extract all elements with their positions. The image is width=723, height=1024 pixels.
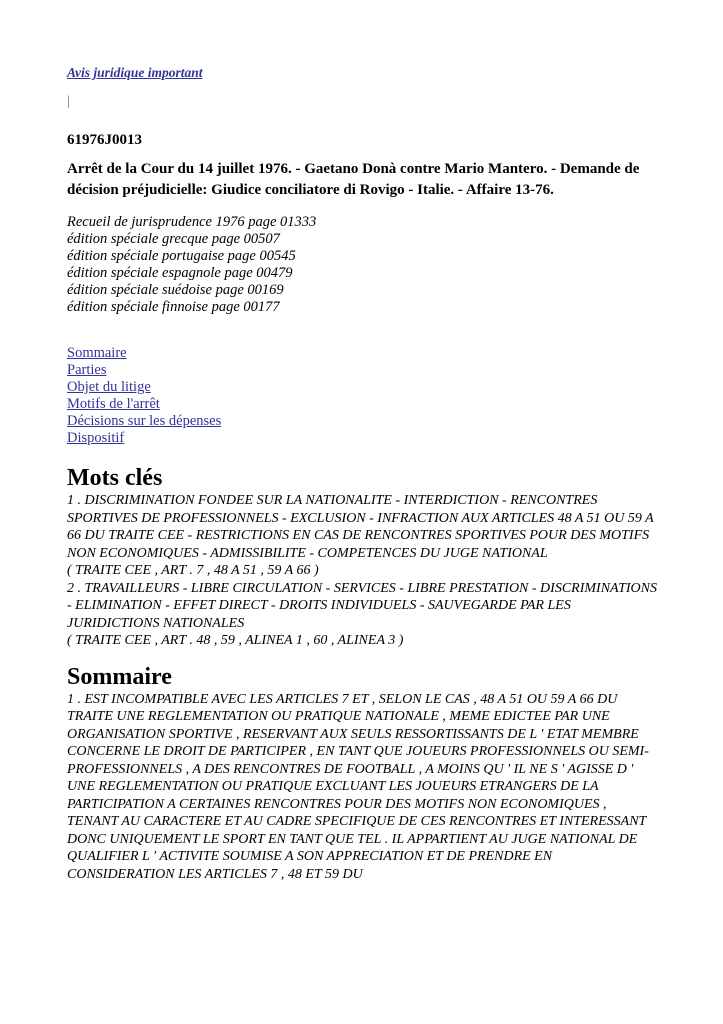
keywords-treaty-ref-1: ( TRAITE CEE , ART . 7 , 48 A 51 , 59 A 66 ) [67, 563, 319, 578]
publication-reference: édition spéciale finnoise page 00177 [67, 299, 280, 315]
summary-paragraph: 1 . EST INCOMPATIBLE AVEC LES ARTICLES 7 ET , SELON LE CAS , 48 A 51 OU 59 A 66 DU TRAITE UNE REGLEMENTATION OU PRATIQUE NATIONALE , MEME EDICTEE PAR UNE ORGANISATION SPORTIVE , RESERVANT AUX SEULS RESSORTISSANTS DE L ' ETAT MEMBRE CONCERNE LE DROIT DE PARTICIPER , EN TANT QUE JOUEURS PROFESSIONNELS OU SEMI-PROFESSIONNELS , A DES RENCONTRES DE FOOTBALL , A MOINS QU ' IL NE S ' AGISSE D ' UNE REGLEMENTATION OU PRATIQUE EXCLUANT LES JOUEURS ETRANGERS DE LA PARTICIPATION A CERTAINES RENCONTRES POUR DES MOTIFS NON ECONOMIQUES , TENANT AU CARACTERE ET AU CADRE SPECIFIQUE DE CES RENCONTRES ET INTERESSANT DONC UNIQUEMENT LE SPORT EN TANT QUE TEL . IL APPARTIENT AU JUGE NATIONAL DE QUALIFIER L ' ACTIVITE SOUMISE A SON APPRECIATION ET DE PRENDRE EN CONSIDERATION LES ARTICLES 7 , 48 ET 59 DU [67, 691, 649, 882]
toc-row [67, 413, 659, 430]
table-of-contents [67, 345, 659, 447]
toc-row [67, 345, 659, 362]
toc-link-dispositif[interactable]: Dispositif [67, 430, 125, 446]
separator-bar: | [67, 94, 70, 109]
publication-reference: Recueil de jurisprudence 1976 page 01333 [67, 214, 317, 230]
keywords-treaty-ref-2: ( TRAITE CEE , ART . 48 , 59 , ALINEA 1 , 60 , ALINEA 3 ) [67, 633, 404, 648]
celex-number: 61976J0013 [67, 132, 142, 148]
toc-link-objet-du-litige[interactable]: Objet du litige [67, 379, 151, 395]
legal-notice-link[interactable]: Avis juridique important [67, 65, 203, 80]
toc-link-motifs-de-l-arret[interactable]: Motifs de l'arrêt [67, 396, 160, 412]
publication-references [67, 214, 659, 316]
publication-reference: édition spéciale suédoise page 00169 [67, 282, 284, 298]
keywords-paragraph-1: 1 . DISCRIMINATION FONDEE SUR LA NATIONALITE - INTERDICTION - RENCONTRES SPORTIVES DE PROFESSIONNELS - EXCLUSION - INFRACTION AUX ARTICLES 48 A 51 OU 59 A 66 DU TRAITE CEE - RESTRICTIONS EN CAS DE RENCONTRES SPORTIVES POUR DES MOTIFS NON ECONOMIQUES - ADMISSIBILITE - COMPETENCES DU JUGE NATIONAL [67, 493, 654, 561]
toc-row [67, 396, 659, 413]
case-title: Arrêt de la Cour du 14 juillet 1976. - Gaetano Donà contre Mario Mantero. - Demande de décision préjudicielle: Giudice conciliatore di Rovigo - Italie. - Affaire 13-76. [67, 161, 640, 198]
toc-row [67, 379, 659, 396]
publication-reference: édition spéciale grecque page 00507 [67, 231, 280, 247]
toc-link-parties[interactable]: Parties [67, 362, 107, 378]
toc-link-decisions-sur-les-depenses[interactable]: Décisions sur les dépenses [67, 413, 222, 429]
toc-row [67, 430, 659, 447]
publication-reference: édition spéciale espagnole page 00479 [67, 265, 293, 281]
publication-reference: édition spéciale portugaise page 00545 [67, 248, 296, 264]
document-content [67, 64, 659, 883]
section-heading-mots-cles: Mots clés [67, 465, 163, 491]
toc-link-sommaire[interactable]: Sommaire [67, 345, 127, 361]
section-heading-sommaire: Sommaire [67, 663, 172, 690]
keywords-paragraph-2: 2 . TRAVAILLEURS - LIBRE CIRCULATION - SERVICES - LIBRE PRESTATION - DISCRIMINATIONS - ELIMINATION - EFFET DIRECT - DROITS INDIVIDUELS - SAUVEGARDE PAR LES JURIDICTIONS NATIONALES [67, 580, 657, 631]
toc-row [67, 362, 659, 379]
